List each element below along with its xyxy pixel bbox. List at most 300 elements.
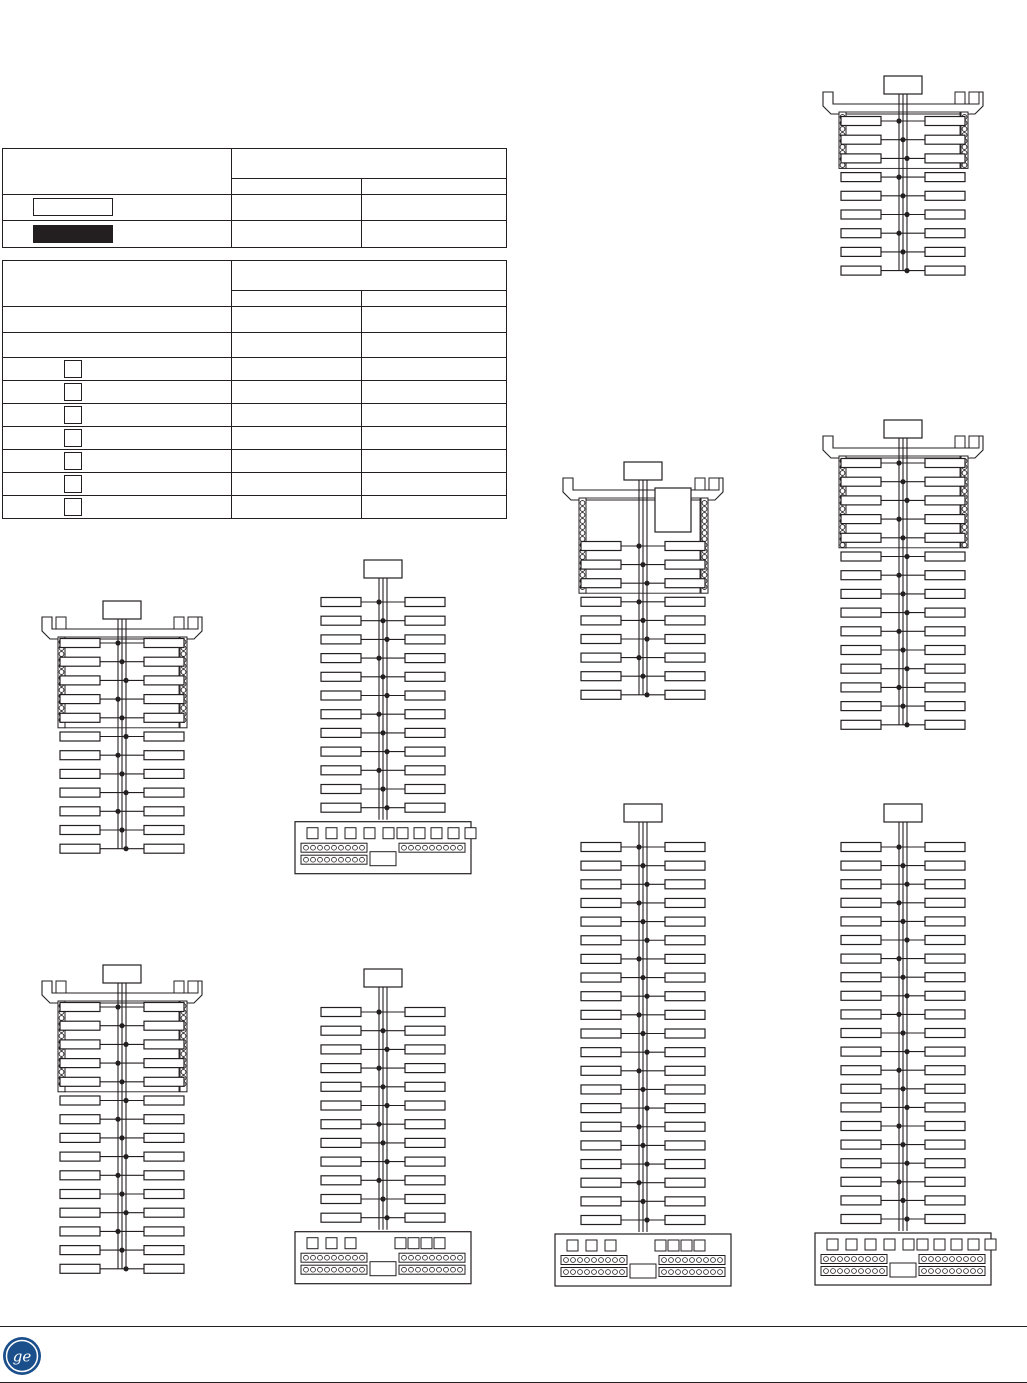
bus-tap-dot <box>896 1123 901 1128</box>
breaker-left <box>841 477 881 486</box>
rail-terminal <box>59 1052 64 1057</box>
rail-terminal <box>59 1070 64 1075</box>
breaker-right <box>665 1178 705 1187</box>
breaker-left <box>841 266 881 275</box>
breaker-right <box>925 496 965 505</box>
bus-tap-dot <box>904 1105 909 1110</box>
bus-tap-dot <box>119 1248 124 1253</box>
terminal-screw <box>430 1267 435 1272</box>
aux-box <box>955 436 965 448</box>
breaker-left <box>841 1140 881 1149</box>
breaker-right <box>405 1082 445 1091</box>
breaker-left <box>581 954 621 963</box>
breaker-left <box>321 1176 361 1185</box>
breaker-left <box>841 552 881 561</box>
bus-tap-dot <box>119 1135 124 1140</box>
terminal-screw <box>416 1255 421 1260</box>
breaker-left <box>841 1084 881 1093</box>
breaker-right <box>405 728 445 737</box>
bus-tap-dot <box>636 599 641 604</box>
terminal-screw <box>444 845 449 850</box>
bus-tap-dot <box>380 1196 385 1201</box>
breaker-left <box>60 1208 100 1217</box>
breaker-right <box>925 683 965 692</box>
breaker-left <box>841 247 881 256</box>
base-square <box>307 1238 318 1249</box>
terminal-screw <box>451 1267 456 1272</box>
terminal-screw <box>325 1267 330 1272</box>
terminal-screw <box>852 1257 857 1262</box>
bus-tap-dot <box>115 809 120 814</box>
breaker-left <box>60 1190 100 1199</box>
breaker-right <box>405 1064 445 1073</box>
bus-tap-dot <box>123 1098 128 1103</box>
rail-terminal <box>181 1070 186 1075</box>
rail-terminal <box>181 688 186 693</box>
breaker-left <box>581 560 621 569</box>
breaker-left <box>581 1104 621 1113</box>
terminal-screw <box>831 1269 836 1274</box>
breaker-left <box>581 1048 621 1057</box>
main-breaker-box <box>103 965 141 983</box>
breaker-right <box>665 542 705 551</box>
breaker-right <box>665 1029 705 1038</box>
terminal-screw <box>599 1270 604 1275</box>
main-breaker-box <box>624 462 662 480</box>
breaker-right <box>144 1264 184 1273</box>
base-square <box>681 1240 692 1251</box>
breaker-left <box>581 936 621 945</box>
breaker-right <box>925 552 965 561</box>
terminal-screw <box>437 1267 442 1272</box>
breaker-right <box>144 751 184 760</box>
terminal-screw <box>444 1267 449 1272</box>
breaker-left <box>581 672 621 681</box>
bus-tap-dot <box>640 674 645 679</box>
terminal-screw <box>929 1269 934 1274</box>
terminal-screw <box>564 1270 569 1275</box>
bus-tap-dot <box>636 1012 641 1017</box>
breaker-left <box>321 1008 361 1017</box>
rail-terminal <box>702 555 707 560</box>
breaker-left <box>841 589 881 598</box>
breaker-left <box>581 843 621 852</box>
breaker-left <box>321 766 361 775</box>
breaker-right <box>665 635 705 644</box>
breaker-left <box>841 571 881 580</box>
breaker-left <box>60 732 100 741</box>
bus-tap-dot <box>904 1049 909 1054</box>
breaker-left <box>841 533 881 542</box>
terminal-screw <box>697 1258 702 1263</box>
breaker-left <box>321 598 361 607</box>
breaker-right <box>925 210 965 219</box>
breaker-left <box>841 683 881 692</box>
base-square <box>968 1239 979 1250</box>
breaker-right <box>925 191 965 200</box>
bus-tap-dot <box>904 1216 909 1221</box>
meter-box <box>655 488 691 532</box>
bus-tap-dot <box>896 175 901 180</box>
terminal-screw <box>437 845 442 850</box>
terminal-screw <box>936 1257 941 1262</box>
base-square <box>408 1238 419 1249</box>
breaker-left <box>581 635 621 644</box>
breaker-left <box>60 713 100 722</box>
bus-tap-dot <box>896 685 901 690</box>
bus-tap-dot <box>644 692 649 697</box>
terminal-screw <box>599 1258 604 1263</box>
bus-tap-dot <box>904 882 909 887</box>
base-square <box>865 1239 876 1250</box>
rail-terminal <box>962 543 967 548</box>
terminal-screw <box>311 857 316 862</box>
breaker-right <box>925 664 965 673</box>
terminal-screw <box>957 1257 962 1262</box>
base-square <box>397 828 408 839</box>
terminal-screw <box>339 1255 344 1260</box>
breaker-right <box>925 533 965 542</box>
terminal-screw <box>718 1258 723 1263</box>
rail-terminal <box>580 531 585 536</box>
breaker-right <box>665 1216 705 1225</box>
breaker-left <box>581 880 621 889</box>
breaker-left <box>321 1064 361 1073</box>
terminal-screw <box>339 1267 344 1272</box>
breaker-right <box>144 713 184 722</box>
bus-tap-dot <box>636 900 641 905</box>
breaker-right <box>925 1122 965 1131</box>
bus-tap-dot <box>115 1117 120 1122</box>
breaker-right <box>405 1195 445 1204</box>
breaker-right <box>925 843 965 852</box>
terminal-screw <box>339 845 344 850</box>
breaker-right <box>665 1085 705 1094</box>
bus-tap-dot <box>384 1159 389 1164</box>
rail-terminal <box>580 573 585 578</box>
bus-tap-dot <box>900 535 905 540</box>
bus-tap-dot <box>900 1198 905 1203</box>
terminal-screw <box>873 1269 878 1274</box>
breaker-left <box>581 973 621 982</box>
breaker-right <box>144 1152 184 1161</box>
breaker-left <box>581 542 621 551</box>
breaker-left <box>581 861 621 870</box>
breaker-right <box>665 917 705 926</box>
rail-terminal <box>59 706 64 711</box>
rail-terminal <box>59 1034 64 1039</box>
bus-tap-dot <box>376 712 381 717</box>
breaker-left <box>321 785 361 794</box>
breaker-right <box>925 954 965 963</box>
breaker-right <box>144 1171 184 1180</box>
breaker-right <box>665 653 705 662</box>
rail-terminal <box>702 519 707 524</box>
rail-terminal <box>181 652 186 657</box>
breaker-right <box>925 459 965 468</box>
breaker-left <box>321 691 361 700</box>
breaker-left <box>841 515 881 524</box>
rail-terminal <box>702 501 707 506</box>
breaker-left <box>60 657 100 666</box>
aux-box <box>709 478 719 490</box>
bus-tap-dot <box>640 618 645 623</box>
bus-tap-dot <box>644 581 649 586</box>
breaker-left <box>581 1010 621 1019</box>
bus-tap-dot <box>900 863 905 868</box>
breaker-right <box>144 826 184 835</box>
breaker-left <box>581 1085 621 1094</box>
aux-box <box>188 617 198 629</box>
breaker-left <box>841 861 881 870</box>
rail-terminal <box>580 513 585 518</box>
bus-tap-dot <box>380 786 385 791</box>
aux-box <box>969 92 979 104</box>
breaker-left <box>841 1047 881 1056</box>
aux-box <box>969 436 979 448</box>
breaker-left <box>581 653 621 662</box>
base-square <box>364 828 375 839</box>
terminal-screw <box>971 1269 976 1274</box>
bus-tap-dot <box>640 1087 645 1092</box>
terminal-screw <box>409 1267 414 1272</box>
bus-tap-dot <box>376 656 381 661</box>
breaker-right <box>405 766 445 775</box>
breaker-right <box>405 785 445 794</box>
neutral-block <box>370 1262 396 1276</box>
breaker-right <box>144 732 184 741</box>
rail-terminal <box>840 145 845 150</box>
breaker-left <box>321 710 361 719</box>
breaker-right <box>144 1021 184 1030</box>
bus-tap-dot <box>904 666 909 671</box>
base-square <box>985 1239 996 1250</box>
breaker-right <box>405 747 445 756</box>
terminal-screw <box>360 857 365 862</box>
bus-tap-dot <box>119 771 124 776</box>
terminal-screw <box>332 845 337 850</box>
base-square <box>605 1240 616 1251</box>
terminal-screw <box>936 1269 941 1274</box>
terminal-screw <box>838 1257 843 1262</box>
terminal-screw <box>824 1257 829 1262</box>
neutral-block <box>630 1264 656 1278</box>
bus-tap-dot <box>636 844 641 849</box>
rail-terminal <box>962 489 967 494</box>
terminal-screw <box>683 1270 688 1275</box>
breaker-right <box>144 1077 184 1086</box>
terminal-screw <box>606 1270 611 1275</box>
bus-tap-dot <box>900 193 905 198</box>
breaker-left <box>581 690 621 699</box>
terminal-screw <box>873 1257 878 1262</box>
aux-box <box>188 981 198 993</box>
terminal-screw <box>402 845 407 850</box>
breaker-left <box>841 1010 881 1019</box>
breaker-right <box>925 1215 965 1224</box>
breaker-left <box>581 917 621 926</box>
breaker-right <box>925 229 965 238</box>
panel-bottom-right <box>815 804 996 1285</box>
bus-tap-dot <box>115 640 120 645</box>
terminal-screw <box>852 1269 857 1274</box>
bus-tap-dot <box>115 1004 120 1009</box>
breaker-left <box>581 1066 621 1075</box>
terminal-screw <box>311 1255 316 1260</box>
breaker-right <box>665 992 705 1001</box>
terminal-screw <box>950 1257 955 1262</box>
aux-box <box>174 981 184 993</box>
breaker-left <box>581 1197 621 1206</box>
rail-terminal <box>181 1052 186 1057</box>
terminal-screw <box>950 1269 955 1274</box>
bus-tap-dot <box>123 1210 128 1215</box>
breaker-left <box>841 880 881 889</box>
base-square <box>326 1238 337 1249</box>
bus-tap-dot <box>896 460 901 465</box>
aux-box <box>955 92 965 104</box>
rail-terminal <box>580 501 585 506</box>
terminal-screw <box>929 1257 934 1262</box>
breaker-right <box>925 1196 965 1205</box>
breaker-left <box>60 676 100 685</box>
breaker-left <box>841 1177 881 1186</box>
breaker-left <box>60 1096 100 1105</box>
bus-tap-dot <box>384 693 389 698</box>
bus-tap-dot <box>896 844 901 849</box>
breaker-left <box>60 769 100 778</box>
bus-tap-dot <box>900 975 905 980</box>
breaker-right <box>925 973 965 982</box>
rail-terminal <box>962 471 967 476</box>
breaker-left <box>581 597 621 606</box>
panel-middle-right <box>823 420 983 729</box>
rail-terminal <box>181 670 186 675</box>
breaker-left <box>581 1029 621 1038</box>
rail-terminal <box>702 507 707 512</box>
terminal-screw <box>676 1258 681 1263</box>
breaker-right <box>144 676 184 685</box>
breaker-left <box>841 1029 881 1038</box>
breaker-right <box>665 1104 705 1113</box>
bus-tap-dot <box>384 805 389 810</box>
breaker-left <box>841 898 881 907</box>
breaker-right <box>925 135 965 144</box>
rail-terminal <box>59 688 64 693</box>
terminal-screw <box>971 1257 976 1262</box>
bus-tap-dot <box>119 827 124 832</box>
bus-tap-dot <box>644 1106 649 1111</box>
terminal-screw <box>978 1257 983 1262</box>
bus-tap-dot <box>896 517 901 522</box>
rail-terminal <box>840 471 845 476</box>
base-square <box>434 1238 445 1249</box>
breaker-right <box>405 635 445 644</box>
main-breaker-box <box>103 601 141 619</box>
breaker-left <box>60 1021 100 1030</box>
terminal-screw <box>437 1255 442 1260</box>
terminal-screw <box>859 1257 864 1262</box>
base-square <box>567 1240 578 1251</box>
terminal-screw <box>353 1255 358 1260</box>
breaker-left <box>841 627 881 636</box>
terminal-screw <box>845 1257 850 1262</box>
bus-tap-dot <box>900 647 905 652</box>
breaker-left <box>841 646 881 655</box>
breaker-right <box>925 880 965 889</box>
aux-box <box>56 981 66 993</box>
terminal-screw <box>318 1255 323 1260</box>
breaker-right <box>925 861 965 870</box>
terminal-screw <box>620 1258 625 1263</box>
terminal-screw <box>318 857 323 862</box>
breaker-right <box>665 1160 705 1169</box>
base-square <box>307 828 318 839</box>
bus-tap-dot <box>119 1191 124 1196</box>
terminal-screw <box>957 1269 962 1274</box>
base-square <box>827 1239 838 1250</box>
terminal-screw <box>585 1270 590 1275</box>
bus-tap-dot <box>115 1229 120 1234</box>
breaker-right <box>925 173 965 182</box>
terminal-screw <box>360 845 365 850</box>
bus-tap-dot <box>896 956 901 961</box>
rail-terminal <box>59 1016 64 1021</box>
rail-terminal <box>181 1016 186 1021</box>
panel-left-upper <box>42 601 202 853</box>
breaker-left <box>841 229 881 238</box>
panel-bottom-center-right <box>555 804 731 1286</box>
bus-tap-dot <box>380 1140 385 1145</box>
bus-tap-dot <box>904 268 909 273</box>
breaker-right <box>405 598 445 607</box>
base-square <box>383 828 394 839</box>
breaker-left <box>60 1133 100 1142</box>
breaker-right <box>925 1140 965 1149</box>
terminal-screw <box>332 1255 337 1260</box>
rail-terminal <box>962 507 967 512</box>
breaker-left <box>581 1122 621 1131</box>
rail-terminal <box>702 537 707 542</box>
rail-terminal <box>181 1034 186 1039</box>
breaker-right <box>144 1096 184 1105</box>
neutral-block <box>890 1263 916 1277</box>
bus-tap-dot <box>380 618 385 623</box>
bus-tap-dot <box>384 1047 389 1052</box>
breaker-right <box>405 1120 445 1129</box>
breaker-left <box>321 672 361 681</box>
breaker-left <box>841 1122 881 1131</box>
terminal-screw <box>444 1255 449 1260</box>
breaker-right <box>925 247 965 256</box>
terminal-screw <box>662 1270 667 1275</box>
breaker-left <box>60 1227 100 1236</box>
base-square <box>903 1239 914 1250</box>
breaker-right <box>144 1059 184 1068</box>
terminal-screw <box>353 845 358 850</box>
panel-middle-center <box>563 462 723 699</box>
breaker-left <box>321 616 361 625</box>
breaker-right <box>925 1177 965 1186</box>
bus-tap-dot <box>376 1009 381 1014</box>
base-square <box>421 1238 432 1249</box>
breaker-right <box>144 1133 184 1142</box>
breaker-right <box>405 1026 445 1035</box>
breaker-left <box>841 496 881 505</box>
terminal-screw <box>964 1269 969 1274</box>
terminal-screw <box>332 857 337 862</box>
bus-tap-dot <box>900 1030 905 1035</box>
